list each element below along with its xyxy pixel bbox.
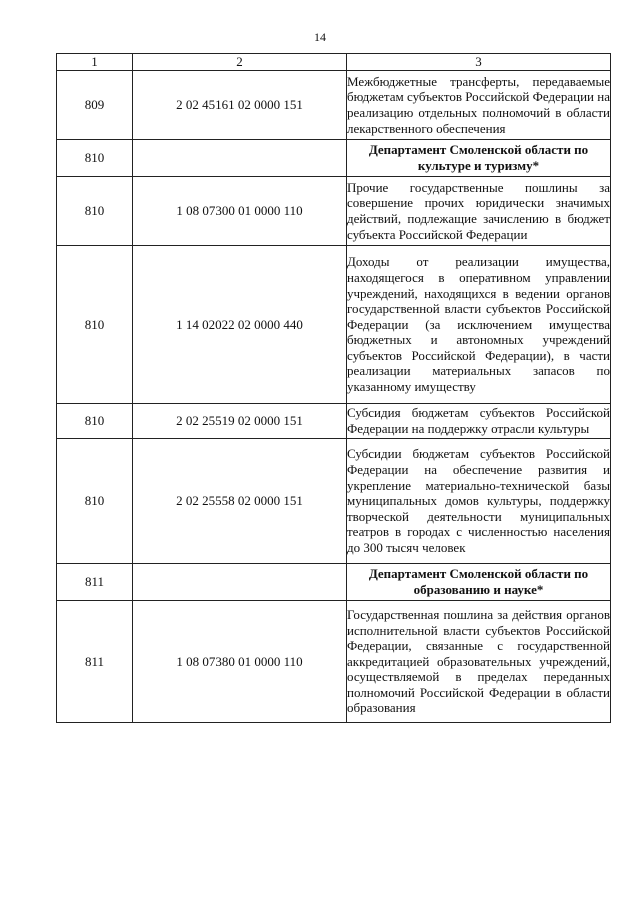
- administrator-code: 810: [57, 177, 133, 246]
- table-row: [57, 177, 611, 246]
- table-header-row: [57, 54, 611, 71]
- department-row: [57, 564, 611, 601]
- revenue-code: 1 08 07380 01 0000 110: [133, 601, 347, 723]
- revenue-code: 2 02 25519 02 0000 151: [133, 404, 347, 439]
- revenue-description: Субсидии бюджетам субъектов Российской Федерации на обеспечение развития и укрепление материально-технической базы муниципальных домов культуры, поддержку творческой деятельности муниципальных театров в городах с численностью населения до 300 тысяч человек: [347, 439, 611, 564]
- administrator-code: 810: [57, 246, 133, 404]
- table-row: [57, 404, 611, 439]
- revenue-code: [133, 140, 347, 177]
- revenue-description: Доходы от реализации имущества, находящегося в оперативном управлении учреждений, находящихся в ведении органов государственной власти субъектов Российской Федерации (за исключением имущества бюджетных и автономных учреждений субъектов Российской Федерации), в части реализации материальных запасов по указанному имуществу: [347, 246, 611, 404]
- table-row: [57, 601, 611, 723]
- revenue-codes-table: [56, 53, 611, 723]
- table-row: [57, 246, 611, 404]
- administrator-code: 809: [57, 71, 133, 140]
- administrator-code: 810: [57, 439, 133, 564]
- revenue-description: Государственная пошлина за действия органов исполнительной власти субъектов Российской Федерации, связанные с государственной аккредитацией образовательных учреждений, осуществляемой в пределах переданных полномочий Российской Федерации в области образования: [347, 601, 611, 723]
- department-name: Департамент Смоленской области по культуре и туризму*: [347, 140, 611, 177]
- revenue-description: Межбюджетные трансферты, передаваемые бюджетам субъектов Российской Федерации на реализацию отдельных полномочий в области лекарственного обеспечения: [347, 71, 611, 140]
- table-row: [57, 71, 611, 140]
- column-number-1: 1: [57, 54, 133, 71]
- column-number-2: 2: [133, 54, 347, 71]
- revenue-code: [133, 564, 347, 601]
- revenue-description: Прочие государственные пошлины за совершение прочих юридически значимых действий, подлежащие зачислению в бюджет субъекта Российской Федерации: [347, 177, 611, 246]
- table-row: [57, 439, 611, 564]
- department-name: Департамент Смоленской области по образованию и науке*: [347, 564, 611, 601]
- administrator-code: 810: [57, 140, 133, 177]
- revenue-code: 2 02 25558 02 0000 151: [133, 439, 347, 564]
- revenue-code: 2 02 45161 02 0000 151: [133, 71, 347, 140]
- department-row: [57, 140, 611, 177]
- revenue-description: Субсидия бюджетам субъектов Российской Федерации на поддержку отрасли культуры: [347, 404, 611, 439]
- revenue-code: 1 14 02022 02 0000 440: [133, 246, 347, 404]
- column-number-3: 3: [347, 54, 611, 71]
- administrator-code: 810: [57, 404, 133, 439]
- revenue-code: 1 08 07300 01 0000 110: [133, 177, 347, 246]
- administrator-code: 811: [57, 564, 133, 601]
- page-number: 14: [314, 30, 326, 44]
- administrator-code: 811: [57, 601, 133, 723]
